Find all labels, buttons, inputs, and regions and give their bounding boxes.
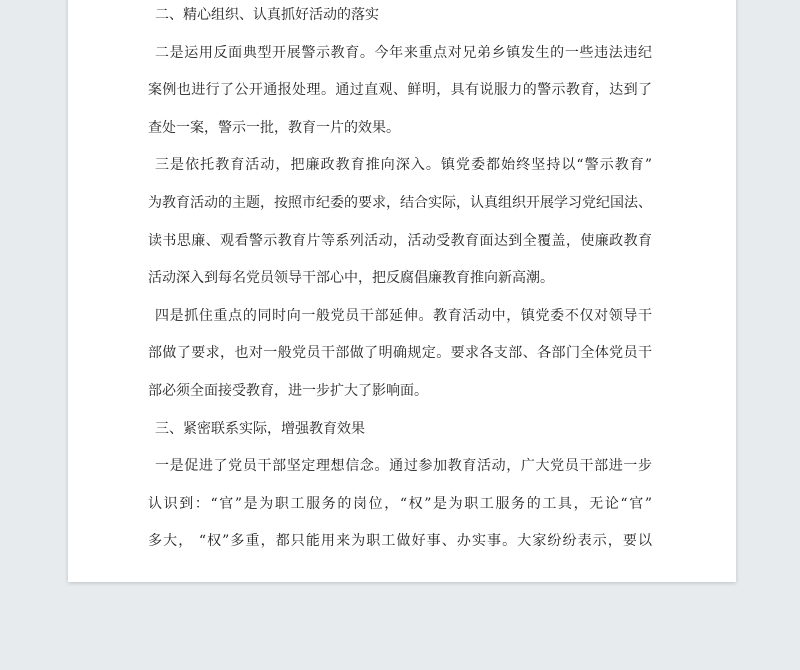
text-line: 读书思廉、观看警示教育片等系列活动，活动受教育面达到全覆盖，使廉政教育 (148, 232, 652, 249)
text-line: 查处一案，警示一批，教育一片的效果。 (148, 119, 400, 136)
text-line: 二是运用反面典型开展警示教育。今年来重点对兄弟乡镇发生的一些违法违纪 (155, 44, 652, 61)
text-line: 认识到：“官”是为职工服务的岗位，“权”是为职工服务的工具，无论“官” (148, 495, 652, 512)
text-line: 三、紧密联系实际，增强教育效果 (155, 420, 365, 437)
text-line: 部必须全面接受教育，进一步扩大了影响面。 (148, 382, 428, 399)
text-line: 一是促进了党员干部坚定理想信念。通过参加教育活动，广大党员干部进一步 (155, 458, 652, 475)
text-line: 为教育活动的主题，按照市纪委的要求，结合实际，认真组织开展学习党纪国法、 (148, 194, 652, 211)
text-line: 二、精心组织、认真抓好活动的落实 (155, 7, 379, 23)
document-page (68, 0, 736, 582)
text-line: 案例也进行了公开通报处理。通过直观、鲜明，具有说服力的警示教育，达到了 (148, 82, 652, 99)
text-line: 活动深入到每名党员领导干部心中，把反腐倡廉教育推向新高潮。 (148, 270, 554, 287)
document-body (148, 0, 652, 561)
text-line: 部做了要求，也对一般党员干部做了明确规定。要求各支部、各部门全体党员干 (148, 345, 652, 362)
text-line: 四是抓住重点的同时向一般党员干部延伸。教育活动中，镇党委不仅对领导干 (155, 307, 652, 324)
text-line: 多大， “权”多重，都只能用来为职工做好事、办实事。大家纷纷表示，要以 (148, 533, 652, 550)
text-line: 三是依托教育活动，把廉政教育推向深入。镇党委都始终坚持以“警示教育” (155, 157, 652, 174)
